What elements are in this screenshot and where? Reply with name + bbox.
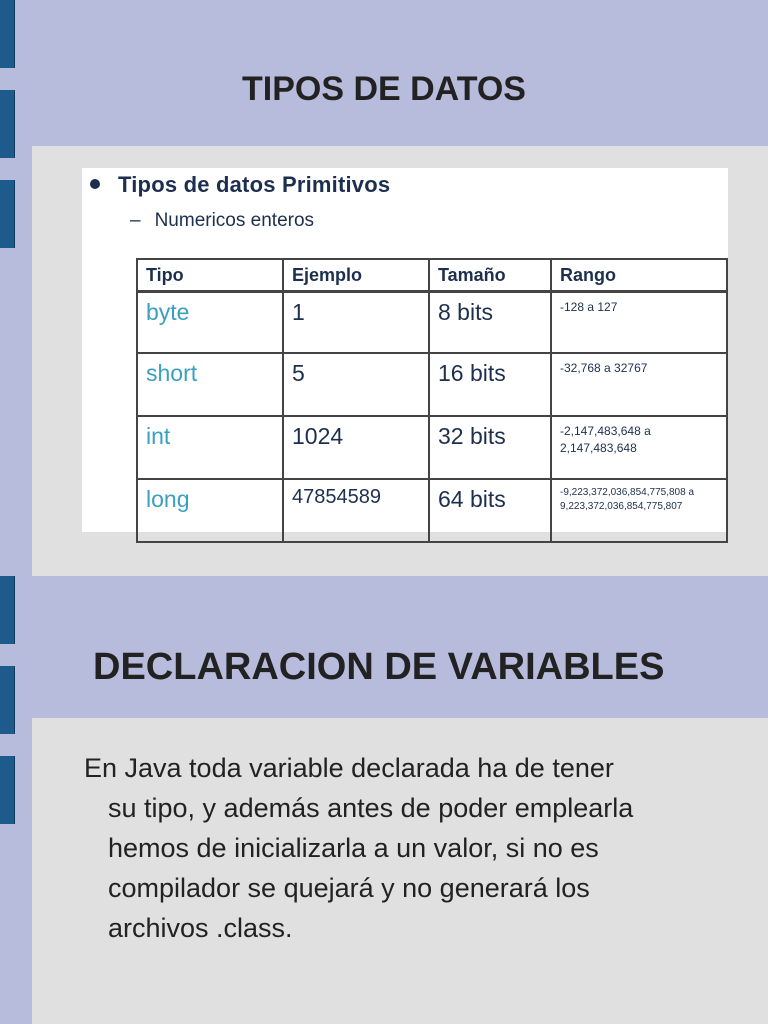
paragraph-line: su tipo, y además antes de poder emplearla	[108, 793, 634, 823]
column-header-tipo: Tipo	[137, 259, 283, 292]
paragraph-line: hemos de inicializarla a un valor, si no es	[108, 833, 599, 863]
bullet-heading	[90, 172, 390, 198]
cell-tamano: 8 bits	[429, 292, 551, 354]
table-row	[137, 479, 727, 542]
cell-ejemplo: 1024	[283, 416, 429, 479]
data-types-table	[136, 258, 728, 543]
cell-ejemplo: 47854589	[283, 479, 429, 542]
sub-bullet	[130, 210, 314, 232]
accent-bar	[0, 756, 15, 824]
table-row	[137, 416, 727, 479]
accent-bar	[0, 576, 15, 644]
cell-tipo: short	[137, 353, 283, 416]
cell-ejemplo: 1	[283, 292, 429, 354]
table-image	[82, 168, 728, 532]
sub-bullet-text: Numericos enteros	[154, 210, 315, 231]
cell-tipo: int	[137, 416, 283, 479]
slide-title: DECLARACION DE VARIABLES	[93, 646, 665, 688]
column-header-rango: Rango	[551, 259, 727, 292]
accent-bar	[0, 0, 15, 68]
column-header-tamano: Tamaño	[429, 259, 551, 292]
dash-icon: –	[130, 210, 141, 231]
accent-bar	[0, 666, 15, 734]
cell-tamano: 16 bits	[429, 353, 551, 416]
bullet-icon	[90, 179, 100, 189]
body-paragraph	[84, 748, 724, 948]
bullet-text: Tipos de datos Primitivos	[118, 172, 391, 197]
cell-rango: -2,147,483,648 a 2,147,483,648	[551, 416, 727, 479]
table-header-row	[137, 259, 727, 292]
column-header-ejemplo: Ejemplo	[283, 259, 429, 292]
paragraph-line: compilador se quejará y no generará los	[108, 873, 590, 903]
slide-title: TIPOS DE DATOS	[241, 70, 526, 108]
paragraph-line: En Java toda variable declarada ha de tener	[84, 753, 614, 783]
cell-tamano: 32 bits	[429, 416, 551, 479]
cell-rango: -9,223,372,036,854,775,808 a 9,223,372,036,854,775,807	[551, 479, 727, 542]
cell-rango: -32,768 a 32767	[551, 353, 727, 416]
accent-bar	[0, 180, 15, 248]
cell-tipo: byte	[137, 292, 283, 354]
paragraph-line: archivos .class.	[108, 913, 293, 943]
cell-tamano: 64 bits	[429, 479, 551, 542]
table-row	[137, 292, 727, 354]
cell-rango: -128 a 127	[551, 292, 727, 354]
cell-ejemplo: 5	[283, 353, 429, 416]
table-row	[137, 353, 727, 416]
cell-tipo: long	[137, 479, 283, 542]
